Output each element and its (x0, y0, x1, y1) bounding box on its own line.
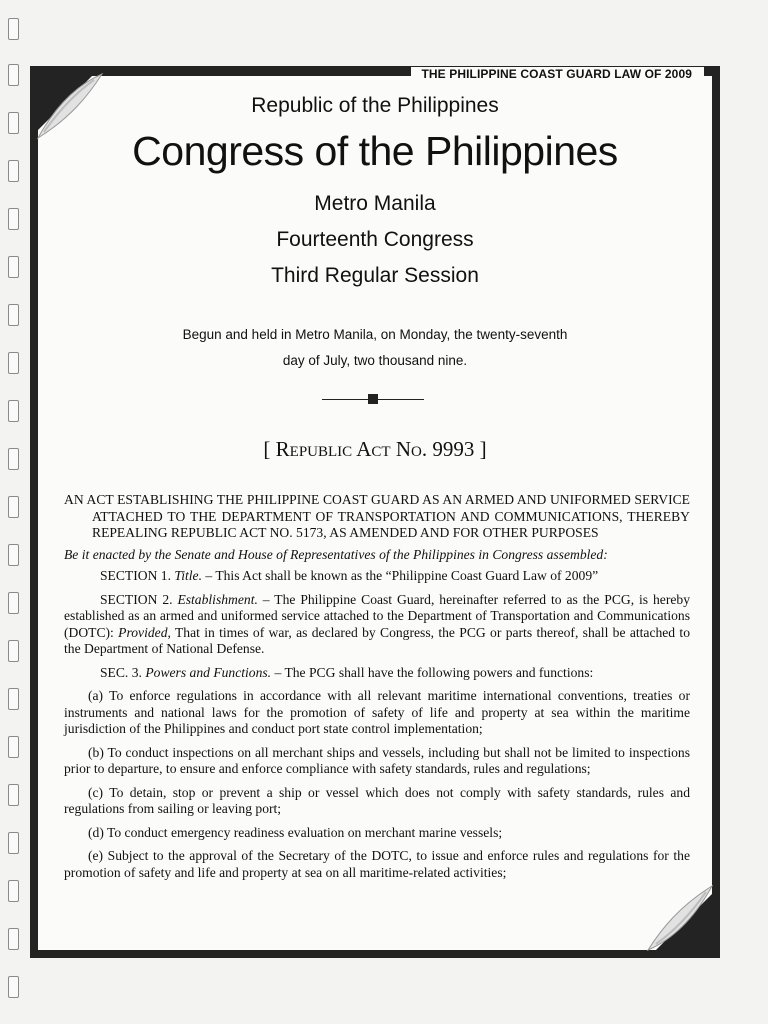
bracket-close: ] (474, 437, 487, 461)
function-e: (e) Subject to the approval of the Secretary of the DOTC, to issue and enforce rules and regulations for the promotion of safety and life and property at sea on all maritime-related activities; (64, 848, 690, 880)
section-3-label: SEC. 3. (100, 664, 142, 680)
section-1-label: SECTION 1. (100, 568, 171, 583)
section-3-heading: Powers and Functions. (145, 664, 272, 680)
republic-act-number: 9993 (427, 437, 475, 461)
binder-holes (0, 0, 30, 1024)
act-title: AN ACT ESTABLISHING THE PHILIPPINE COAST GUARD AS AN ARMED AND UNIFORMED SERVICE ATTACHED TO THE DEPARTMENT OF TRANSPORTATION AND COMMUNICATIONS, THEREBY REPEALING REPUBLIC ACT NO. 5173, AS AMENDED AND FOR OTHER PURPOSES (64, 492, 690, 540)
section-2-label: SECTION 2. (100, 591, 173, 607)
section-2-heading: Establishment. (177, 591, 258, 607)
section-2 (64, 592, 690, 658)
session-title: Third Regular Session (271, 264, 479, 287)
congress-title: Congress of the Philippines (132, 128, 618, 174)
function-d: (d) To conduct emergency readiness evaluation on merchant marine vessels; (88, 824, 503, 840)
function-b: (b) To conduct inspections on all merchant ships and vessels, including but shall not be limited to inspections prior to departure, to ensure and enforce compliance with safety standards, rules and regulations; (64, 744, 690, 776)
bracket-open: [ (263, 437, 276, 461)
republic-act-heading (38, 437, 712, 462)
ornament-square-icon (368, 394, 378, 404)
congress-number-title: Fourteenth Congress (276, 228, 474, 251)
function-c: (c) To detain, stop or prevent a ship or vessel which does not comply with safety standards, rules and regulations from sailing or leaving port; (64, 784, 690, 816)
begun-statement (38, 322, 712, 374)
page-curl-bottom-right-icon (640, 878, 720, 958)
section-2-provided: Provided (118, 624, 168, 640)
begun-line-1: Begun and held in Metro Manila, on Monday, the twenty-seventh (182, 327, 568, 342)
republic-act-label: Republic Act No. (275, 437, 428, 461)
document-body (64, 492, 690, 888)
section-3-text: – The PCG shall have the following powers and functions: (271, 664, 594, 680)
section-3 (64, 665, 690, 682)
section-2-text: – The Philippine Coast Guard, hereinafter referred to as the PCG, is hereby established as an armed and uniformed service attached to the Department of Transportation and Communications (DOTC): (64, 591, 690, 640)
place-title: Metro Manila (314, 192, 436, 215)
section-1 (64, 568, 690, 585)
republic-title: Republic of the Philippines (251, 94, 499, 117)
section-1-text: – This Act shall be known as the “Philippine Coast Guard Law of 2009” (201, 568, 599, 583)
section-1-heading: Title. (174, 568, 202, 583)
section-2-text-cont: , That in times of war, as declared by Congress, the PCG or parts thereof, shall be attached to the Department of National Defense. (64, 624, 691, 656)
function-a: (a) To enforce regulations in accordance with all relevant maritime international conventions, treaties or instruments and national laws for the promotion of safety of life and property at sea within the maritime jurisdiction of the Philippines and conduct port state control implementation; (64, 688, 690, 736)
enacting-clause: Be it enacted by the Senate and House of Representatives of the Philippines in Congress assembled: (64, 546, 608, 562)
running-header: THE PHILIPPINE COAST GUARD LAW OF 2009 (411, 67, 704, 82)
begun-line-2: day of July, two thousand nine. (282, 353, 468, 368)
